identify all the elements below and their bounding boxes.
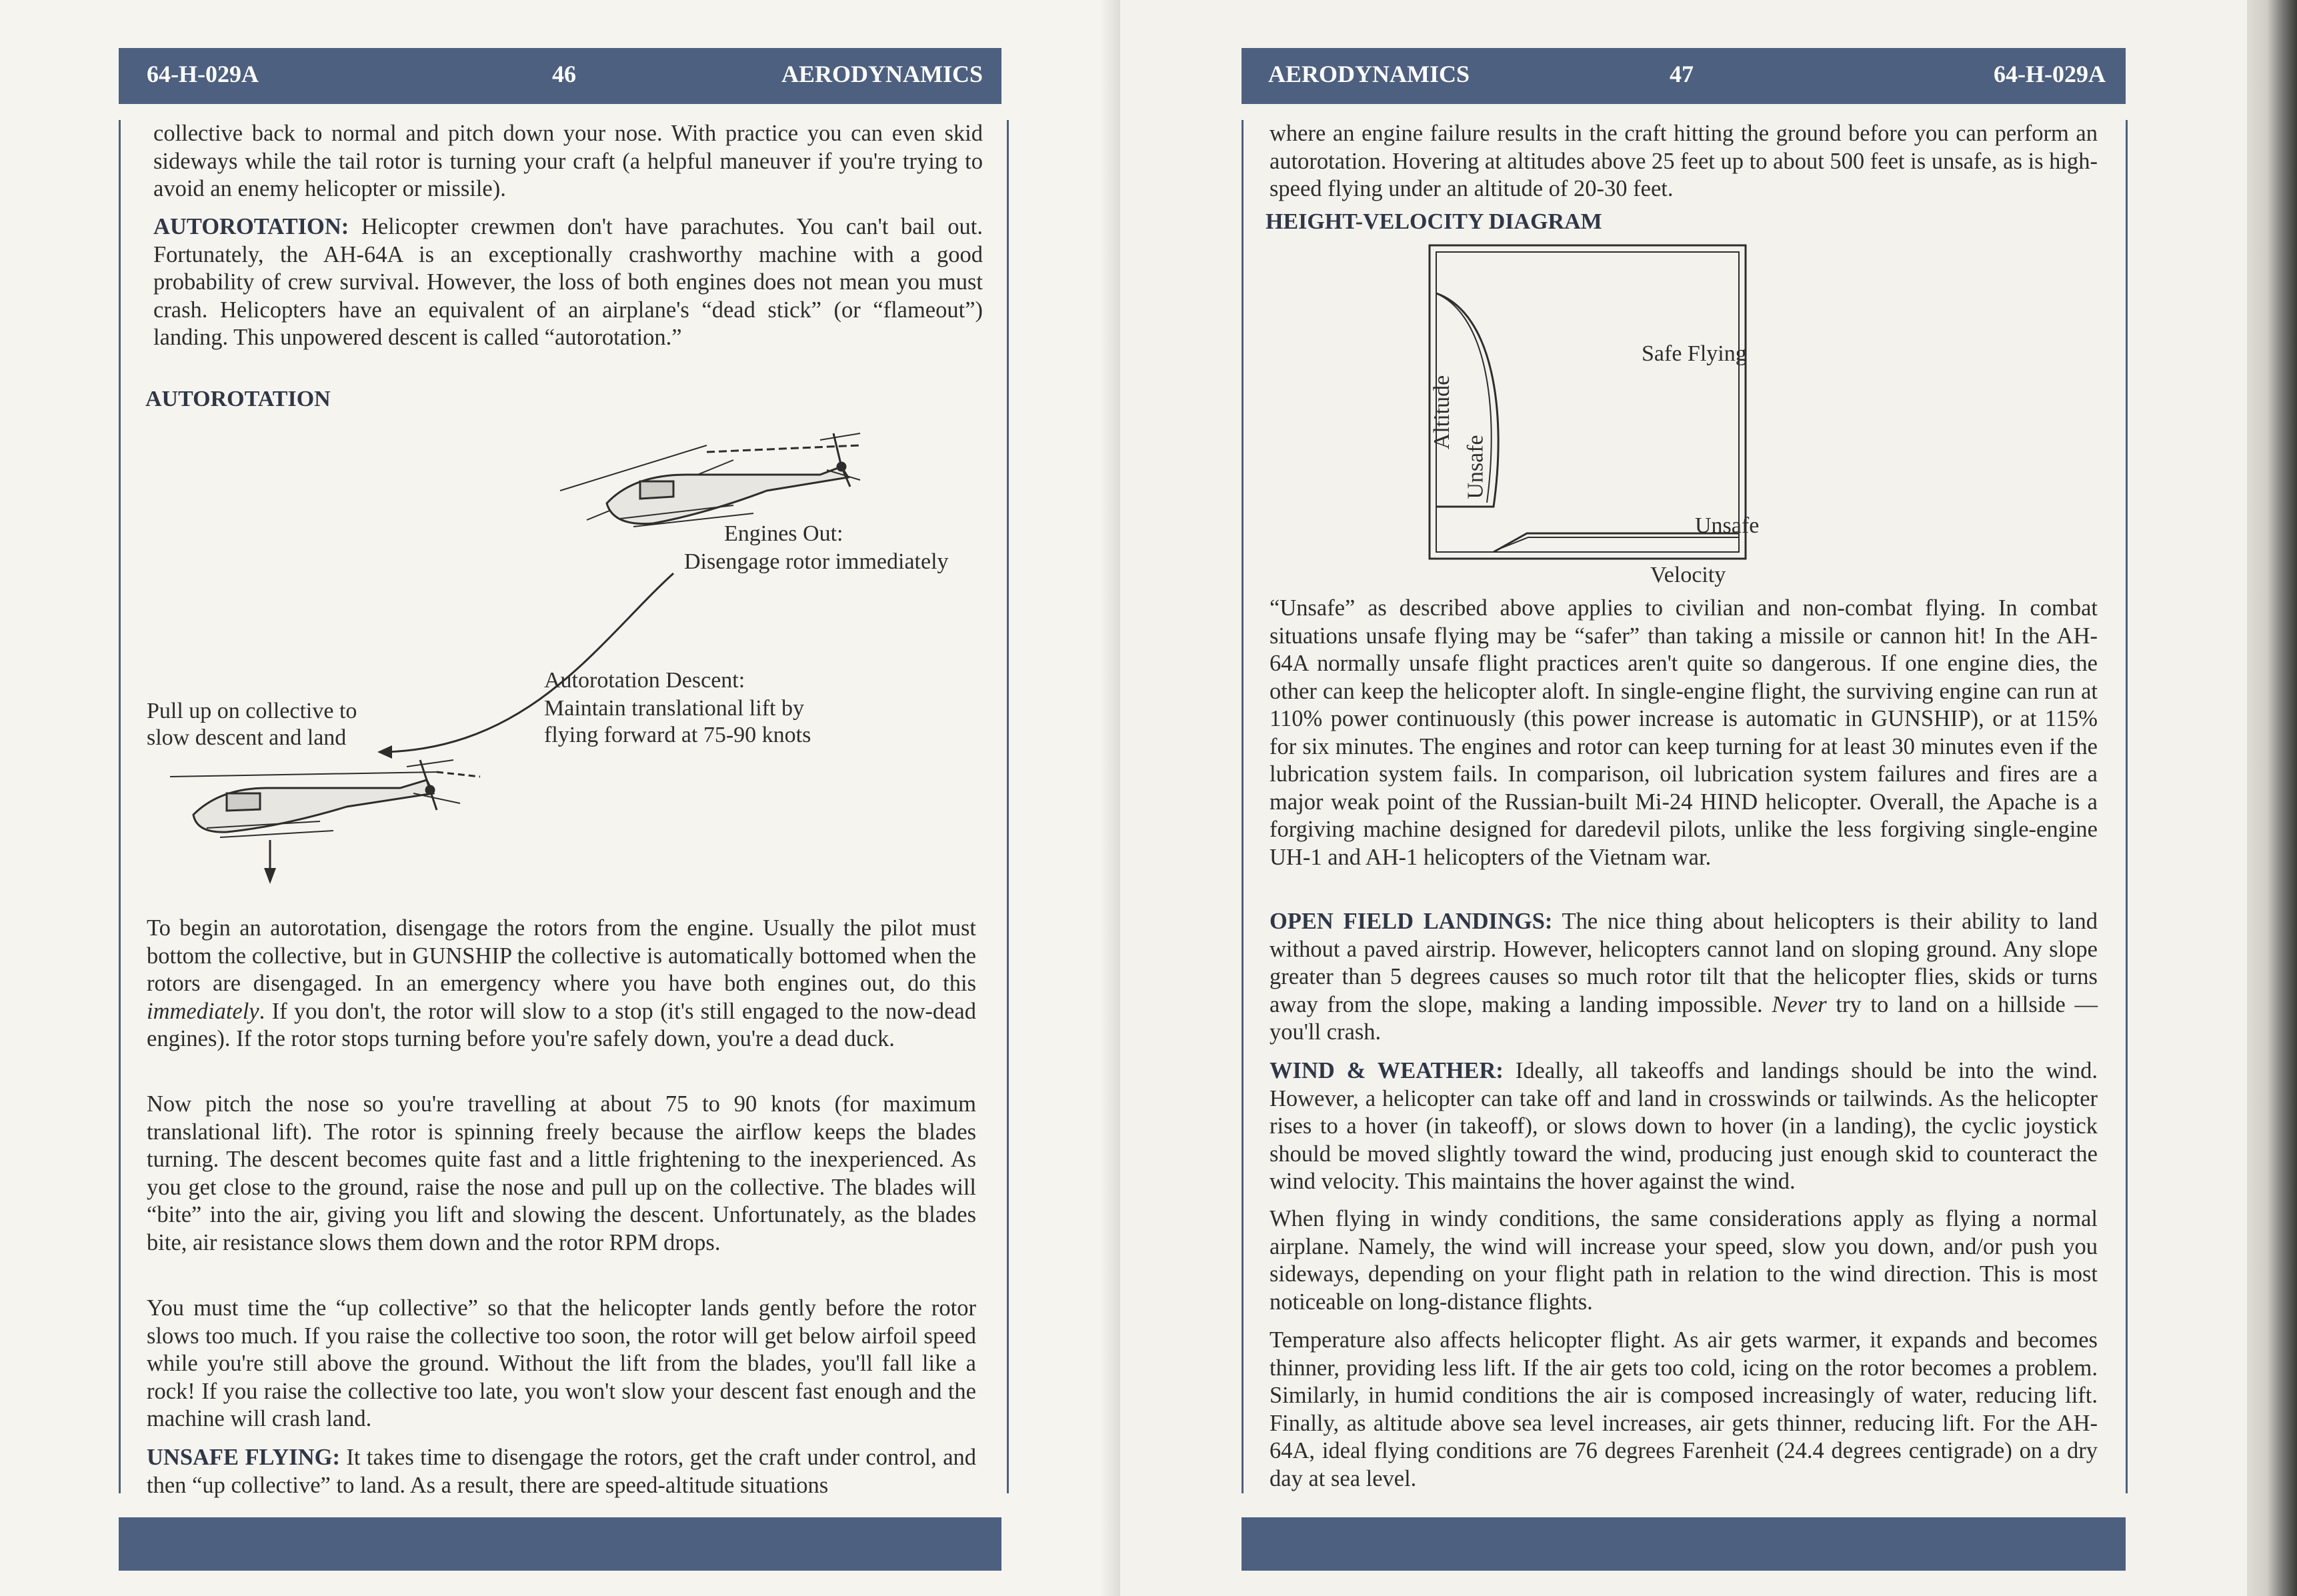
left-section-title: AERODYNAMICS	[781, 61, 983, 87]
open-field-term: OPEN FIELD LANDINGS:	[1270, 909, 1553, 934]
wind-weather-paragraph	[1270, 1057, 2098, 1196]
left-footer-band	[119, 1517, 1001, 1571]
pull-up-line-1: Pull up on collective to	[147, 699, 357, 723]
open-field-after: try to land on a hillside — you'll crash.	[1270, 991, 2098, 1045]
open-field-before: The nice thing about helicopters is their ability to land without a paved airstrip. However, helicopters cannot land on sloping ground. Any slope greater than 5 degrees causes so much rotor tilt that the helicopter flies, skids or turns away from the slope, making a landing impossible.	[1270, 909, 2098, 1017]
left-page-number: 46	[552, 61, 576, 87]
autorotation-diagram	[0, 0, 1120, 907]
begin-after: . If you don't, the rotor will slow to a stop (it's still engaged to the now-dead engines). If the rotor stops turning before you're safely down, you're a dead duck.	[147, 998, 976, 1051]
landing-down-arrowhead	[264, 868, 276, 884]
unsafe-flying-paragraph	[147, 1444, 976, 1499]
descent-line-2: flying forward at 75-90 knots	[544, 723, 811, 747]
temperature-paragraph: Temperature also affects helicopter flight. As air gets warmer, it expands and becomes thinner, providing less lift. If the air gets too cold, icing on the rotor becomes a problem. Similarly, in humid conditions the air is composed increasingly of water, reducing lift. Finally, as altitude above sea level increases, air gets thinner, reducing lift. For the AH-64A, ideal flying conditions are 76 degrees Farenheit (24.4 degrees centigrade) on a dry day at sea level.	[1270, 1327, 2098, 1491]
begin-emphasis: immediately	[147, 998, 259, 1024]
combat-paragraph: “Unsafe” as described above applies to civilian and non-combat flying. In combat situations unsafe flying may be “safer” than taking a missile or cannon hit! In the AH-64A normally unsafe flight practices aren't quite so dangerous. If one engine dies, the other can keep the helicopter aloft. In single-engine flight, the surviving engine can run at 110% power continuously (this power increase is automatic in GUNSHIP), or at 115% for six minutes. The engines and rotor can keep turning for at least 30 minutes even if the lubrication system fails. In comparison, oil lubrication system failures and fires are a major weak point of the Russian-built Mi-24 HIND helicopter. Overall, the Apache is a forgiving machine designed for daredevil pilots, unlike the less forgiving single-engine UH-1 and AH-1 helicopters of the Vietnam war.	[1270, 595, 2098, 870]
hv-y-axis-label: Altitude	[1430, 375, 1455, 450]
right-page-number: 47	[1670, 61, 1694, 87]
wind-weather-term: WIND & WEATHER:	[1270, 1058, 1504, 1083]
open-field-paragraph	[1270, 908, 2098, 1047]
left-page	[0, 0, 1120, 1596]
begin-before: To begin an autorotation, disengage the rotors from the engine. Usually the pilot must bottom the collective, but in GUNSHIP the collective is automatically bottomed when the rotors are disengaged. In an emergency where you have both engines out, do this	[147, 915, 976, 996]
helicopter-upper-illustration	[560, 433, 860, 527]
wind-weather-text: Ideally, all takeoffs and landings should be into the wind. However, a helicopter can take off and land in crosswinds or tailwinds. As the helicopter rises to a hover (in takeoff), or slows down to hover (in a landing), the cyclic joystick should be moved slightly toward the wind, producing just enough skid to counteract the wind velocity. This maintains the hover against the wind.	[1270, 1058, 2098, 1194]
descent-line-1: Maintain translational lift by	[544, 696, 804, 721]
pull-up-line-2: slow descent and land	[147, 725, 347, 750]
hv-diagram-heading: HEIGHT-VELOCITY DIAGRAM	[1266, 209, 1602, 234]
unsafe-flying-term: UNSAFE FLYING:	[147, 1445, 340, 1470]
right-page	[1120, 0, 2247, 1596]
right-footer-band	[1242, 1517, 2126, 1571]
autorotation-text: Helicopter crewmen don't have parachutes. You can't bail out. Fortunately, the AH-64A is an exceptionally crashworthy machine with a good probability of crew survival. However, the loss of both engines does not mean you must crash. Helicopters have an equivalent of an airplane's “dead stick” (or “flameout”) landing. This unpowered descent is called “autorotation.”	[153, 214, 983, 350]
open-field-emphasis: Never	[1772, 991, 1827, 1017]
begin-autorotation-paragraph	[147, 915, 976, 1053]
right-section-title: AERODYNAMICS	[1268, 61, 1470, 87]
unsafe-flying-text: It takes time to disengage the rotors, get the craft under control, and then “up collective” to land. As a result, there are speed-altitude situations	[147, 1445, 977, 1498]
helicopter-lower-illustration	[170, 760, 480, 837]
autorotation-term: AUTOROTATION:	[153, 214, 349, 239]
hv-unsafe-left-label: Unsafe	[1463, 435, 1488, 499]
pitch-nose-paragraph: Now pitch the nose so you're travelling at about 75 to 90 knots (for maximum translational lift). The rotor is spinning freely because the airflow keeps the blades turning. The descent becomes quite fast and a little frightening to the inexperienced. As you get close to the ground, raise the nose and pull up on the collective. The blades will “bite” into the air, giving you lift and slowing the descent. Unfortunately, as the blades bite, air resistance slows them down and the rotor RPM drops.	[147, 1091, 976, 1255]
left-intro-paragraph: collective back to normal and pitch down your nose. With practice you can even skid sideways while the tail rotor is turning your craft (a helpful maneuver if you're trying to avoid an enemy helicopter or missile).	[153, 121, 983, 201]
windy-conditions-paragraph: When flying in windy conditions, the same considerations apply as flying a normal airplane. Namely, the wind will increase your speed, slow you down, and/or push you sideways, depending on your flight path in relation to the wind direction. This is most noticeable on long-distance flights.	[1270, 1206, 2098, 1315]
right-doc-code: 64-H-029A	[1994, 61, 2106, 87]
hv-safe-label: Safe Flying	[1642, 341, 1747, 366]
engines-out-text: Disengage rotor immediately	[684, 549, 949, 574]
engines-out-title: Engines Out:	[724, 521, 843, 546]
timing-paragraph: You must time the “up collective” so that the helicopter lands gently before the rotor slows too much. If you raise the collective too soon, the rotor will get below airfoil speed while you're still above the ground. Without the lift from the blades, you'll fall like a rock! If you raise the collective too late, you won't slow your descent fast enough and the machine will crash land.	[147, 1295, 976, 1431]
hv-diagram	[1120, 0, 2247, 600]
book-page-edge	[2247, 0, 2297, 1596]
descent-arrowhead	[377, 745, 392, 759]
right-intro-paragraph: where an engine failure results in the craft hitting the ground before you can perform an autorotation. Hovering at altitudes above 25 feet up to about 500 feet is unsafe, as is high-speed flying under an altitude of 20-30 feet.	[1270, 121, 2098, 201]
hv-unsafe-bottom-label: Unsafe	[1695, 513, 1760, 538]
hv-x-axis-label: Velocity	[1650, 563, 1726, 587]
autorotation-diagram-heading: AUTOROTATION	[145, 387, 331, 411]
left-doc-code: 64-H-029A	[147, 61, 259, 87]
descent-title: Autorotation Descent:	[544, 668, 745, 693]
